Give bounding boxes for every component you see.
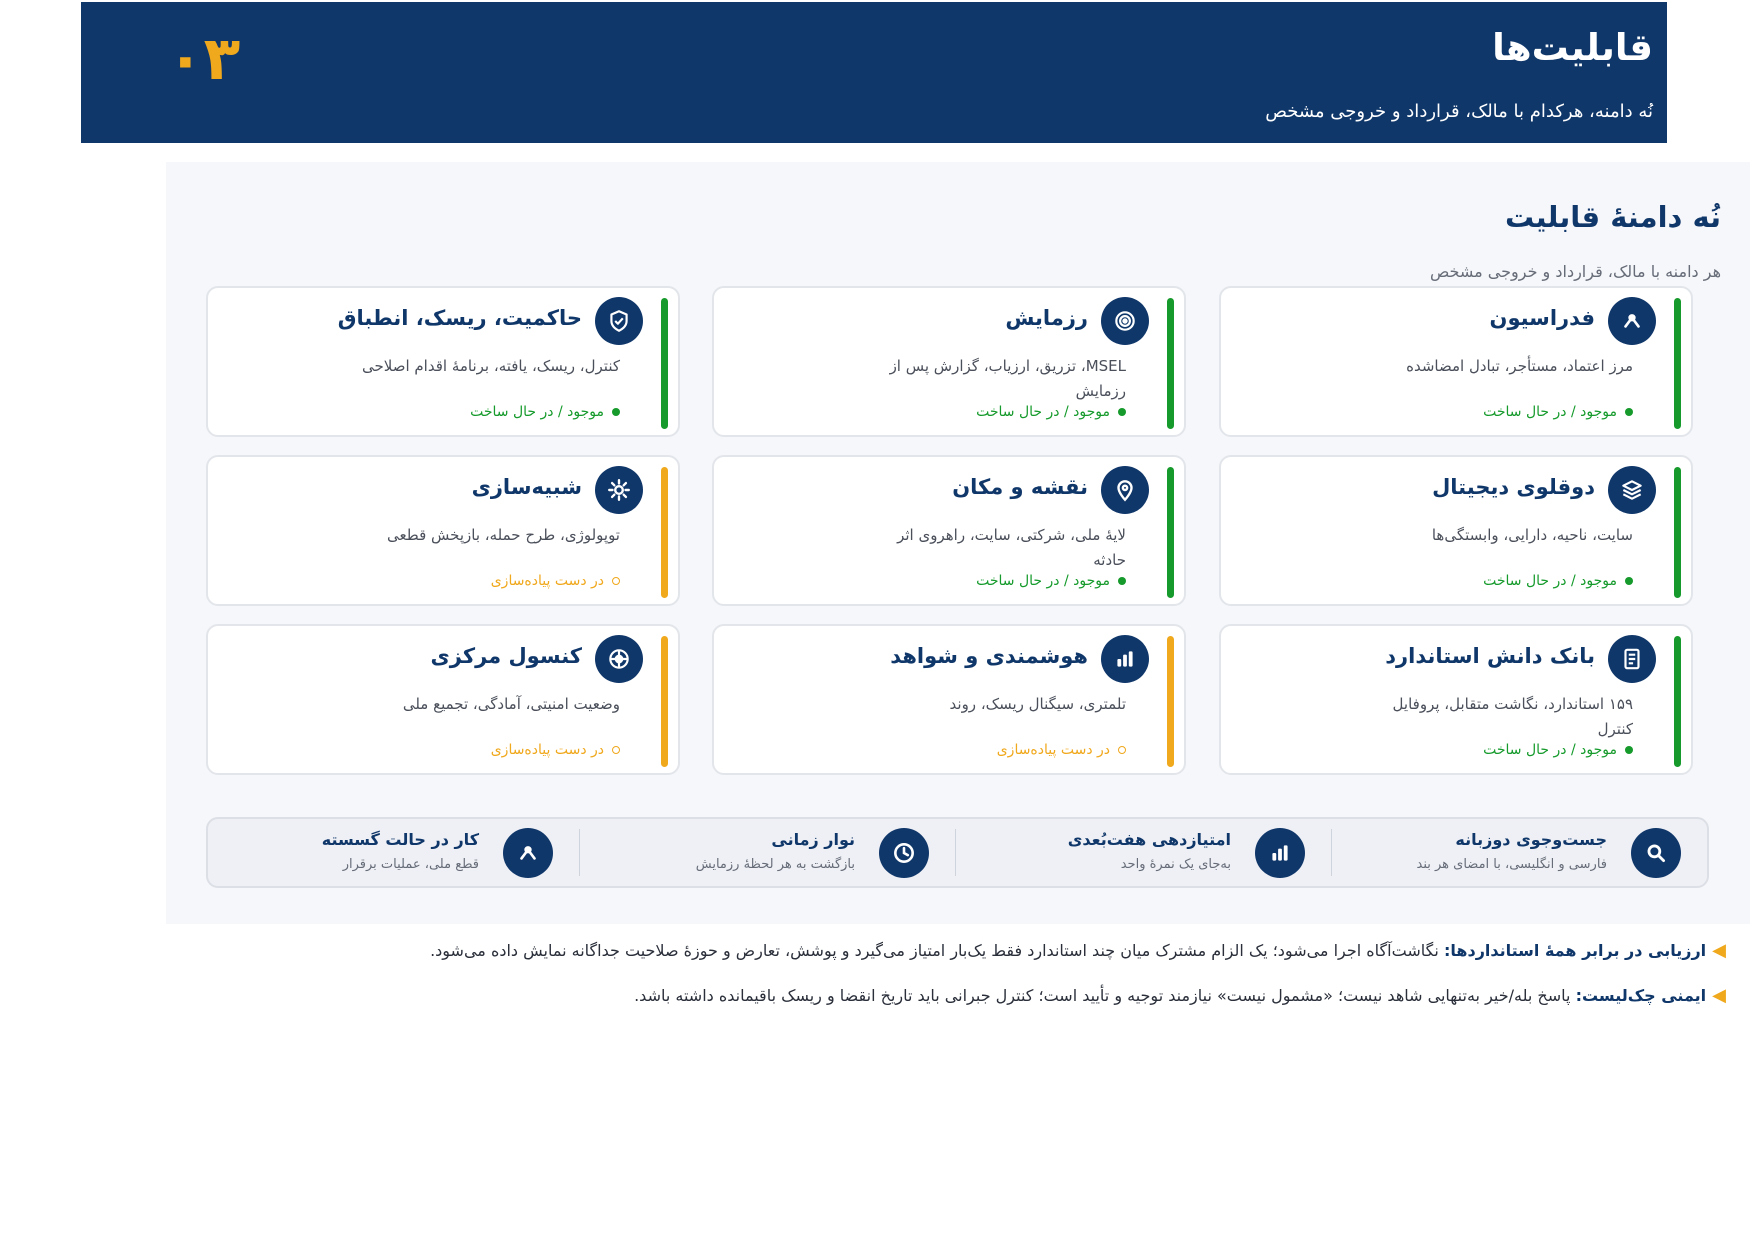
search-icon: [1631, 828, 1681, 878]
note-label: ایمنی چک‌لیست:: [1575, 986, 1707, 1005]
divider: [955, 829, 956, 876]
card-description: تلمتری، سیگنال ریسک، روند: [949, 695, 1126, 713]
status-dot-icon: [612, 577, 620, 585]
status-bar: [1167, 298, 1174, 429]
status-bar: [661, 298, 668, 429]
header-banner: [81, 2, 1667, 143]
card-description: ۱۵۹ استاندارد، نگاشت متقابل، پروفایل کنترل: [1392, 695, 1633, 738]
status-label: موجود / در حال ساخت: [470, 404, 604, 420]
status-label: موجود / در حال ساخت: [1483, 742, 1617, 758]
triangle-marker-icon: ◀: [1712, 940, 1726, 961]
globe-icon: [595, 635, 643, 683]
shield-check-icon: [595, 297, 643, 345]
status-bar: [1674, 298, 1681, 429]
section-number: ۰۳: [167, 24, 241, 94]
map-pin-icon: [1101, 466, 1149, 514]
status-badge: [1483, 742, 1633, 758]
status-label: در دست پیاده‌سازی: [490, 742, 604, 758]
feature-title: امتیازدهی هفت‌بُعدی: [1067, 830, 1231, 849]
status-bar: [661, 467, 668, 598]
card-title: هوشمندی و شواهد: [890, 644, 1088, 668]
card-standards-bank[interactable]: [1219, 624, 1693, 775]
page-subtitle: نُه دامنه، هرکدام با مالک، قرارداد و خروجی مشخص: [1265, 101, 1653, 122]
feature-title: نوار زمانی: [771, 830, 855, 849]
status-dot-icon: [1118, 746, 1126, 754]
status-badge: [976, 404, 1126, 420]
feature-title: کار در حالت گسسته: [321, 830, 479, 849]
status-label: موجود / در حال ساخت: [976, 404, 1110, 420]
federation-icon: [503, 828, 553, 878]
card-title: کنسول مرکزی: [430, 644, 582, 668]
status-label: موجود / در حال ساخت: [1483, 404, 1617, 420]
status-label: موجود / در حال ساخت: [1483, 573, 1617, 589]
status-label: موجود / در حال ساخت: [976, 573, 1110, 589]
bar-chart-icon: [1255, 828, 1305, 878]
card-digital-twin[interactable]: [1219, 455, 1693, 606]
card-simulation[interactable]: [206, 455, 680, 606]
note-label: ارزیابی در برابر همهٔ استانداردها:: [1443, 941, 1707, 960]
document-icon: [1608, 635, 1656, 683]
status-dot-icon: [1118, 408, 1126, 416]
card-grc[interactable]: [206, 286, 680, 437]
card-exercise[interactable]: [712, 286, 1186, 437]
feature-seven-dim-scoring[interactable]: [956, 819, 1331, 886]
card-description: مرز اعتماد، مستأجر، تبادل امضاشده: [1406, 357, 1633, 375]
card-title: حاکمیت، ریسک، انطباق: [337, 306, 582, 330]
status-badge: [997, 742, 1126, 758]
status-badge: [976, 573, 1126, 589]
note-text: نگاشت‌آگاه اجرا می‌شود؛ یک الزام مشترک میان چند استاندارد فقط یک‌بار امتیاز می‌گیرد و پوشش، تعارض و حوزهٔ صلاحیت جداگانه نمایش داده می‌شود.: [430, 941, 1439, 960]
feature-bilingual-search[interactable]: [1332, 819, 1707, 886]
status-dot-icon: [1625, 577, 1633, 585]
card-description: وضعیت امنیتی، آمادگی، تجمیع ملی: [402, 695, 620, 713]
feature-strip: [206, 817, 1709, 888]
note-item: [430, 940, 1726, 961]
status-badge: [491, 742, 620, 758]
status-bar: [1674, 636, 1681, 767]
feature-timeline[interactable]: [580, 819, 955, 886]
feature-description: قطع ملی، عملیات برقرار: [342, 857, 479, 872]
triangle-marker-icon: ◀: [1712, 985, 1726, 1006]
bar-chart-icon: [1101, 635, 1149, 683]
target-icon: [1101, 297, 1149, 345]
feature-title: جست‌وجوی دوزبانه: [1455, 830, 1607, 849]
card-intelligence[interactable]: [712, 624, 1186, 775]
card-title: فدراسیون: [1489, 306, 1595, 330]
feature-description: فارسی و انگلیسی، با امضای هر بند: [1416, 857, 1607, 872]
card-description: MSEL، تزریق، ارزیاب، گزارش پس از رزمایش: [889, 357, 1126, 400]
status-label: در دست پیاده‌سازی: [996, 742, 1110, 758]
card-title: بانک دانش استاندارد: [1385, 644, 1595, 668]
status-badge: [491, 573, 620, 589]
status-bar: [1674, 467, 1681, 598]
panel-subtitle: هر دامنه با مالک، قرارداد و خروجی مشخص: [1429, 262, 1721, 281]
card-title: دوقلوی دیجیتال: [1432, 475, 1595, 499]
layers-icon: [1608, 466, 1656, 514]
note-item: [634, 985, 1726, 1006]
note-text: پاسخ بله/خیر به‌تنهایی شاهد نیست؛ «مشمول نیست» نیازمند توجیه و تأیید است؛ کنترل جبرانی باید تاریخ انقضا و ریسک باقیمانده داشته باشد.: [634, 986, 1571, 1005]
status-bar: [661, 636, 668, 767]
status-badge: [1483, 404, 1633, 420]
status-dot-icon: [612, 746, 620, 754]
card-description: لایهٔ ملی، شرکتی، سایت، راهروی اثر حادثه: [897, 526, 1126, 569]
clock-icon: [879, 828, 929, 878]
status-dot-icon: [1625, 408, 1633, 416]
divider: [579, 829, 580, 876]
status-dot-icon: [1625, 746, 1633, 754]
status-badge: [1483, 573, 1633, 589]
federation-icon: [1608, 297, 1656, 345]
page-title: قابلیت‌ها: [1492, 26, 1653, 69]
status-dot-icon: [612, 408, 620, 416]
card-title: شبیه‌سازی: [471, 475, 582, 499]
status-bar: [1167, 636, 1174, 767]
status-bar: [1167, 467, 1174, 598]
status-label: در دست پیاده‌سازی: [490, 573, 604, 589]
card-description: کنترل، ریسک، یافته، برنامهٔ اقدام اصلاحی: [361, 357, 620, 375]
card-title: نقشه و مکان: [952, 475, 1088, 499]
card-map-location[interactable]: [712, 455, 1186, 606]
card-central-console[interactable]: [206, 624, 680, 775]
card-federation[interactable]: [1219, 286, 1693, 437]
status-dot-icon: [1118, 577, 1126, 585]
feature-description: به‌جای یک نمرهٔ واحد: [1120, 857, 1231, 872]
gear-icon: [595, 466, 643, 514]
card-description: توپولوژی، طرح حمله، بازپخش قطعی: [387, 526, 620, 544]
status-badge: [470, 404, 620, 420]
card-title: رزمایش: [1005, 306, 1088, 330]
card-description: سایت، ناحیه، دارایی، وابستگی‌ها: [1431, 526, 1633, 544]
panel-title: نُه دامنهٔ قابلیت: [1504, 200, 1721, 234]
feature-disconnected-mode[interactable]: [204, 819, 579, 886]
divider: [1331, 829, 1332, 876]
feature-description: بازگشت به هر لحظهٔ رزمایش: [695, 857, 855, 872]
